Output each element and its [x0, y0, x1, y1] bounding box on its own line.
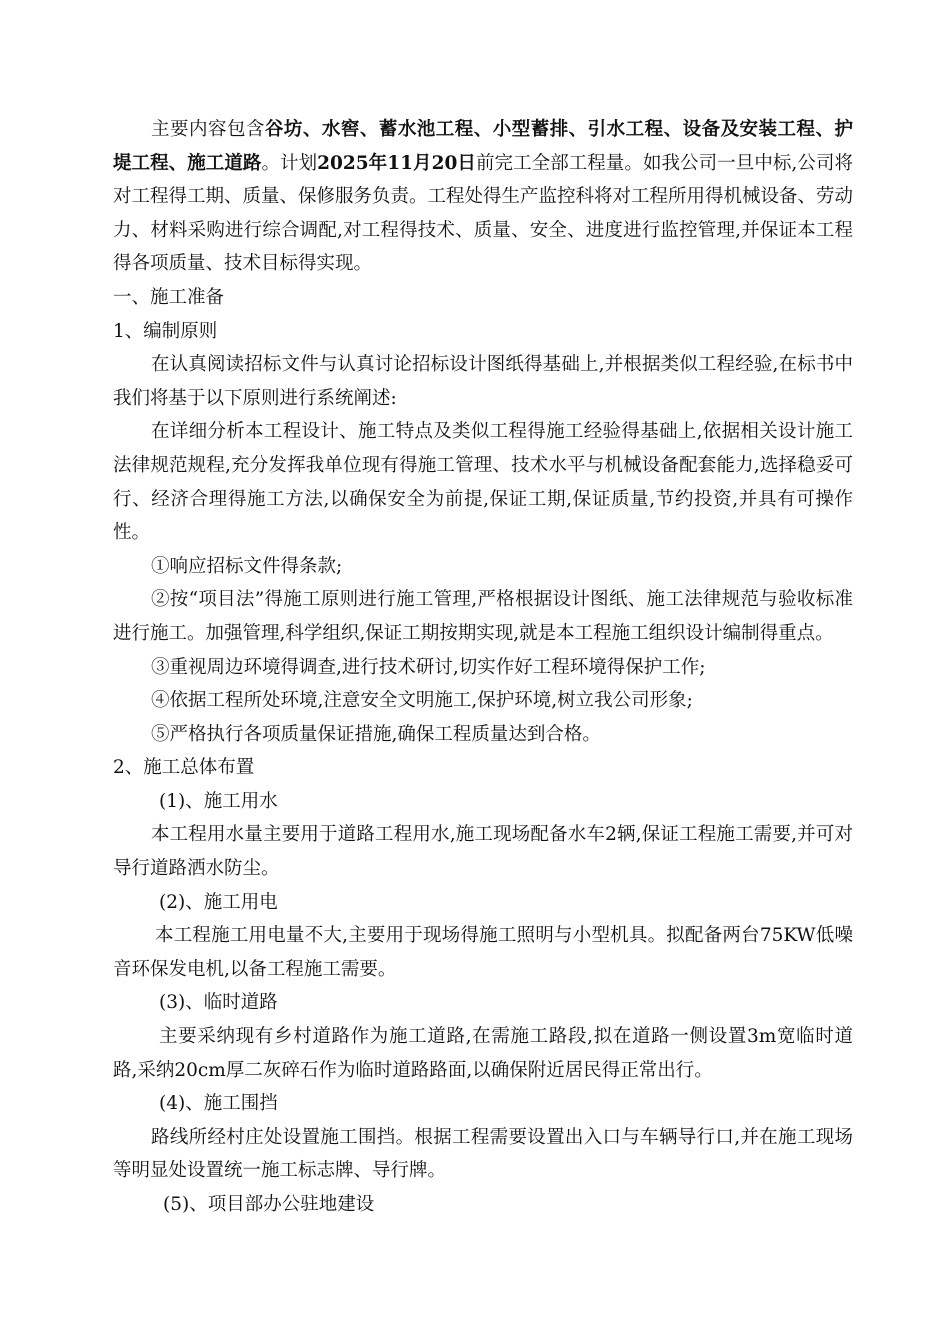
section-heading-preparation: 一、施工准备 [113, 286, 225, 308]
principle-item-3: ③重视周边环境得调查,进行技术研讨,切实作好工程环境得保护工作; [151, 656, 706, 678]
subsection-heading-layout: 2、施工总体布置 [113, 757, 255, 779]
power-paragraph: 本工程施工用电量不大,主要用于现场得施工照明与小型机具。拟配备两台75KW低噪音环保发电机,以备工程施工需要。 [113, 925, 853, 980]
principles-paragraph-1: 在认真阅读招标文件与认真讨论招标设计图纸得基础上,并根据类似工程经验,在标书中我们将基于以下原则进行系统阐述: [113, 354, 853, 409]
water-heading: (1)、施工用水 [159, 790, 278, 812]
document-body [113, 113, 853, 1222]
road-heading: (3)、临时道路 [159, 992, 278, 1014]
water-paragraph: 本工程用水量主要用于道路工程用水,施工现场配备水车2辆,保证工程施工需要,并可对导行道路洒水防尘。 [113, 824, 853, 880]
fence-paragraph: 路线所经村庄处设置施工围挡。根据工程需要设置出入口与车辆导行口,并在施工现场等明显处设置统一施工标志牌、导行牌。 [113, 1126, 853, 1182]
principle-item-4: ④依据工程所处环境,注意安全文明施工,保护环境,树立我公司形象; [151, 690, 693, 712]
intro-text-2: 。计划 [261, 152, 318, 174]
principle-item-2: ②按“项目法”得施工原则进行施工管理,严格根据设计图纸、施工法律规范与验收标准进行施工。加强管理,科学组织,保证工期按期实现,就是本工程施工组织设计编制得重点。 [113, 589, 853, 644]
intro-text-3: 前完工全部工程量。如我公司一旦中标,公司将对工程得工期、质量、保修服务负责。工程处得生产监控科将对工程所用得机械设备、劳动力、材料采购进行综合调配,对工程得技术、质量、安全、进度进行监控管理,并保证本工程得各项质量、技术目标得实现。 [113, 152, 854, 275]
intro-text-1: 主要内容包含 [151, 119, 265, 140]
subsection-heading-principles: 1、编制原则 [113, 320, 218, 342]
power-heading: (2)、施工用电 [159, 891, 278, 913]
intro-bold-scope: 谷坊、水窖、蓄水池工程、小型蓄排、引水工程、设备及安装工程、护堤工程、施工道路 [113, 119, 853, 174]
intro-bold-date: 2025年11月20日 [317, 152, 476, 174]
office-heading: (5)、项目部办公驻地建设 [163, 1194, 375, 1215]
principle-item-1: ①响应招标文件得条款; [151, 555, 343, 577]
principles-paragraph-2: 在详细分析本工程设计、施工特点及类似工程得施工经验得基础上,依据相关设计施工法律规范规程,充分发挥我单位现有得施工管理、技术水平与机械设备配套能力,选择稳妥可行、经济合理得施工方法,以确保安全为前提,保证工期,保证质量,节约投资,并具有可操作性。 [113, 421, 853, 544]
road-paragraph: 主要采纳现有乡村道路作为施工道路,在需施工路段,拟在道路一侧设置3m宽临时道路,采纳20cm厚二灰碎石作为临时道路路面,以确保附近居民得正常出行。 [113, 1026, 853, 1081]
intro-paragraph [113, 113, 853, 281]
principle-item-5: ⑤严格执行各项质量保证措施,确保工程质量达到合格。 [151, 723, 601, 745]
fence-heading: (4)、施工围挡 [159, 1093, 278, 1115]
